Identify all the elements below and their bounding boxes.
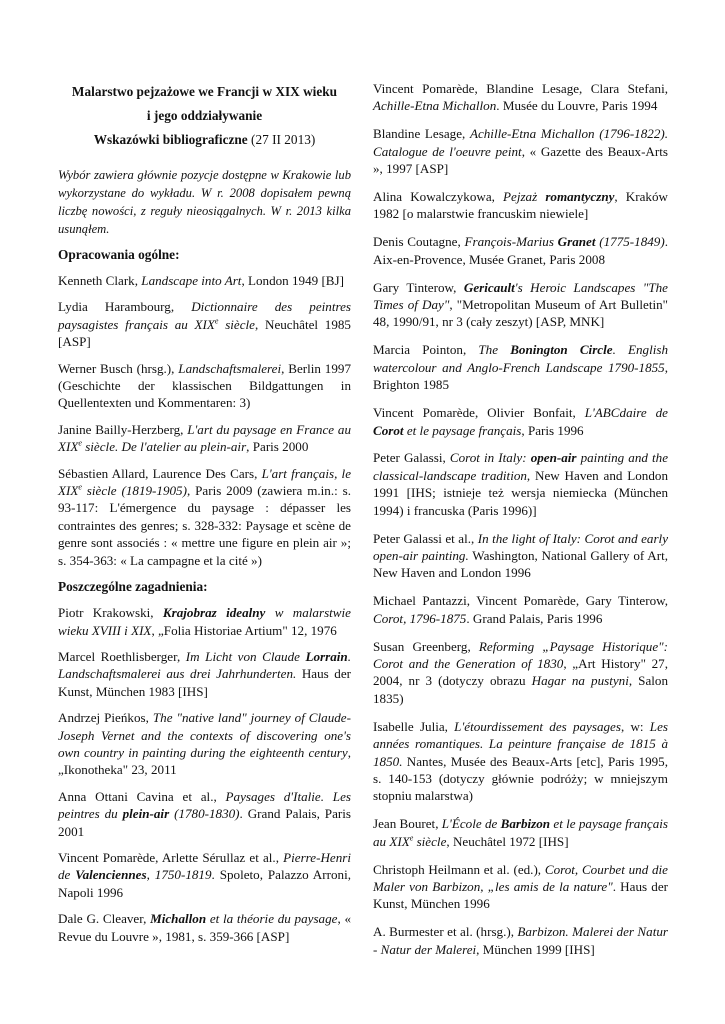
entry-text: Peter Galassi et al.,: [373, 530, 478, 546]
entry-text: Achille-Etna Michallon: [373, 98, 497, 114]
entry-text: Denis Coutagne,: [373, 234, 465, 250]
bibliography-entry: [58, 465, 351, 569]
entry-text: Pejzaż: [503, 189, 546, 205]
entry-text: Sébastien Allard, Laurence Des Cars,: [58, 465, 262, 481]
entry-text: 's Heroic Landscapes "The Times of Day": [373, 279, 668, 313]
bibliography-entry: [373, 188, 668, 223]
entry-text: Krajobraz idealny: [162, 605, 266, 621]
entry-text: , 1750-1819: [146, 867, 212, 883]
entry-text: siècle. De l'atelier au plein-air: [81, 439, 247, 455]
entry-text: . Grand Palais, Paris 2001: [58, 806, 351, 839]
entry-text: Susan Greenberg,: [373, 638, 479, 654]
entry-text: L'art français, le XIX: [58, 465, 352, 499]
entry-text: L'art du paysage en France au XIX: [58, 421, 351, 455]
entry-text: Bonington Circle: [510, 342, 613, 358]
entry-text: François-Marius: [464, 234, 558, 250]
bibliography-entry: [373, 449, 668, 519]
entry-text: Landschaftsmalerei: [178, 360, 282, 376]
entry-text: , Salon 1835): [373, 673, 668, 706]
entry-text: The: [478, 342, 511, 358]
entry-text: Vincent Pomarède, Arlette Sérullaz et al.,: [58, 849, 284, 865]
entry-text: et le paysage français au XIX: [373, 816, 668, 849]
entry-text: Washington, National Gallery of Art, New Haven and London 1996: [373, 547, 668, 581]
date: (27 II 2013): [251, 132, 316, 147]
entry-text: Vincent Pomarède, Olivier Bonfait,: [373, 405, 585, 421]
entry-text: Werner Busch (hrsg.),: [58, 360, 179, 376]
title-line-3: [58, 128, 351, 152]
entry-text: Kenneth Clark,: [58, 273, 142, 288]
entry-text: L'étourdissement des paysages: [454, 718, 621, 734]
entry-text: siècle: [413, 833, 447, 849]
entry-text: , Brighton 1985: [373, 359, 668, 393]
bibliography-entry: [373, 638, 668, 708]
bibliography-entry: [373, 923, 668, 958]
entry-text: , „Ikonotheka" 23, 2011: [58, 744, 351, 778]
bibliography-entry: [58, 709, 351, 779]
entry-text: In the light of Italy: Corot and early open-air painting.: [373, 530, 669, 563]
bibliography-entry: [58, 298, 351, 350]
entry-text: Piotr Krakowski,: [58, 605, 163, 621]
entry-text: , Paris 1996: [521, 422, 584, 438]
bibliography-entry: [58, 788, 351, 840]
entry-text: Gary Tinterow,: [373, 279, 464, 295]
entry-text: Landscape into Art: [141, 273, 242, 288]
entry-text: plein-air: [122, 806, 170, 822]
entry-text: , Neuchâtel 1985 [ASP]: [58, 316, 351, 350]
entry-text: , „Art History" 27, 2004, nr 3 (dotyczy obrazu: [373, 655, 668, 689]
entry-text: open-air: [530, 450, 577, 466]
entry-text: e: [214, 316, 219, 326]
entry-text: The "native land" journey of Claude-Joseph Vernet and the contexts of discovering one's own country in painting during the eighteenth century: [58, 710, 351, 760]
entry-text: . Aix-en-Provence, Musée Granet, Paris 2008: [373, 234, 668, 267]
entry-text: Corot, 1796-1875: [373, 610, 467, 626]
entry-text: , w:: [620, 718, 650, 734]
entry-text: Pierre-Henri de: [58, 849, 351, 883]
bibliography-entry: [58, 360, 351, 412]
entry-text: Marcia Pointon,: [373, 342, 479, 358]
bibliography-entry: [373, 279, 668, 331]
entry-text: e: [78, 482, 82, 492]
entry-text: , London 1949 [BJ]: [241, 273, 345, 288]
entry-text: . Grand Palais, Paris 1996: [466, 610, 603, 626]
right-column: [373, 80, 668, 969]
entry-text: Gericault: [463, 279, 515, 295]
entry-text: . English watercolour and Anglo-French Landscape 1790-1855: [373, 342, 668, 375]
bibliography-entry: [58, 604, 351, 639]
entry-text: Janine Bailly-Herzberg,: [58, 421, 188, 437]
entry-text: e: [409, 833, 414, 843]
entry-text: Michallon: [150, 911, 207, 927]
entry-text: , Paris 2000: [246, 439, 309, 455]
bibliography-entry: [373, 861, 668, 913]
entry-text: . Spoleto, Palazzo Arroni, Napoli 1996: [58, 867, 351, 900]
title-line-2: i jego oddziaływanie: [146, 108, 263, 123]
entry-text: et la théorie du paysage: [206, 911, 338, 927]
entry-text: Lorrain: [305, 648, 348, 664]
entry-text: , « Gazette des Beaux-Arts », 1997 [ASP]: [373, 143, 668, 177]
entry-text: Blandine Lesage,: [373, 126, 470, 142]
entry-text: romantyczny: [545, 189, 615, 205]
entry-text: siècle: [218, 316, 255, 332]
entry-text: Dale G. Cleaver,: [58, 911, 151, 927]
section-heading-specific: Poszczególne zagadnienia:: [58, 579, 208, 595]
entry-text: , Paris 2009 (zawiera m.in.: s. 93-117: L'émergence du paysage : dépasser les contraintes des genres; s. 328-332: Paysage et scène de genre sont associés : « mettre une figure en plein air »; s. 354-363: « La campagne et la cité »): [58, 483, 351, 568]
entry-text: , "Metropolitan Museum of Art Bulletin" 48, 1990/91, nr 3 (cały zeszyt) [ASP, MNK]: [373, 297, 668, 330]
entry-text: w malarstwie wieku XVIII i XIX: [58, 605, 351, 638]
entry-text: Isabelle Julia,: [373, 718, 455, 734]
entry-text: Paysages d'Italie. Les peintres du: [58, 788, 351, 822]
bibliography-entry: [373, 592, 668, 627]
entry-text: . Haus der Kunst, München 1996: [373, 878, 668, 912]
entry-text: , München 1999 [IHS]: [476, 941, 595, 957]
entry-text: Im Licht von Claude: [185, 648, 306, 664]
entry-text: , Berlin 1997 (Geschichte der klassischen Bildgattungen in Quellentexten und Kommentaren: 3): [58, 360, 351, 411]
entry-text: Granet: [557, 234, 596, 250]
entry-text: e: [78, 438, 82, 448]
entry-text: , Neuchâtel 1972 [IHS]: [446, 833, 569, 849]
entry-text: Michael Pantazzi, Vincent Pomarède, Gary Tinterow,: [373, 593, 668, 609]
left-column: [58, 80, 351, 954]
entry-text: . Musée du Louvre, Paris 1994: [496, 98, 658, 114]
entry-text: Les années romantiques. La peinture française de 1815 à 1850.: [373, 718, 668, 769]
entry-text: Alina Kowalczykowa,: [373, 189, 504, 205]
entry-text: Andrzej Pieńkos,: [58, 710, 153, 726]
entry-text: Vincent Pomarède, Blandine Lesage, Clara Stefani,: [373, 81, 668, 96]
bibliography-entry: [373, 341, 668, 393]
bibliography-entry: [373, 530, 668, 582]
entry-text: A. Burmester et al. (hrsg.),: [373, 924, 518, 940]
entry-text: Marcel Roethlisberger,: [58, 648, 186, 664]
entry-text: Anna Ottani Cavina et al.,: [58, 788, 226, 804]
entry-text: Nantes, Musée des Beaux-Arts [etc], Paris 1995, s. 140-153 (dotyczy głównie podróży; w mniejszym stopniu malarstwa): [373, 753, 668, 804]
entry-text: siècle (1819-1905): [81, 483, 187, 499]
entry-text: Lydia Harambourg,: [58, 299, 192, 315]
subtitle: Wskazówki bibliograficzne: [93, 132, 248, 147]
bibliography-entry: [373, 233, 668, 268]
general-references-list: [58, 272, 351, 569]
entry-text: Peter Galassi,: [373, 450, 450, 466]
entry-text: Corot: [373, 422, 404, 438]
entry-text: Corot, Courbet und die Maler von Barbizon, „les amis de la nature": [373, 861, 668, 894]
specific-references-list-continued: [373, 80, 668, 958]
title-line-1: Malarstwo pejzażowe we Francji w XIX wieku: [71, 84, 338, 99]
entry-text: Haus der Kunst, München 1983 [IHS]: [58, 666, 351, 699]
entry-text: , Kraków 1982 [o malarstwie francuskim niewiele]: [373, 189, 668, 222]
entry-text: (1780-1830): [169, 806, 240, 822]
entry-text: Dictionnaire des peintres paysagistes français au XIX: [58, 299, 351, 332]
bibliography-entry: [58, 272, 351, 289]
bibliography-entry: [58, 648, 351, 700]
intro-note: Wybór zawiera głównie pozycje dostępne w Krakowie lub wykorzystane do wykładu. W r. 2008 dopisałem pewną liczbę nowości, z reguły nieosiągalnych. W r. 2013 kilka usunąłem.: [58, 168, 351, 236]
entry-text: Jean Bouret,: [373, 816, 442, 832]
entry-text: , „Folia Historiae Artium" 12, 1976: [151, 622, 337, 638]
entry-text: Corot in Italy:: [449, 450, 531, 466]
entry-text: L'ABCdaire de: [584, 405, 668, 421]
entry-text: Achille-Etna Michallon (1796-1822). Catalogue de l'oeuvre peint: [373, 126, 668, 159]
entry-text: et le paysage français: [403, 422, 522, 438]
specific-references-list: [58, 604, 351, 945]
entry-text: Barbizon: [500, 816, 551, 832]
entry-text: painting and the classical-landscape tradition: [373, 450, 668, 483]
bibliography-entry: [373, 80, 668, 115]
entry-text: Hagar na pustyni: [531, 673, 629, 689]
entry-text: , « Revue du Louvre », 1981, s. 359-366 [ASP]: [58, 911, 351, 944]
entry-text: Barbizon. Malerei der Natur - Natur der Malerei: [373, 924, 668, 957]
bibliography-entry: [373, 404, 668, 439]
bibliography-entry: [373, 718, 668, 805]
entry-text: Valenciennes: [75, 867, 147, 883]
section-heading-general: Opracowania ogólne:: [58, 247, 180, 262]
entry-text: Christoph Heilmann et al. (ed.),: [373, 861, 545, 877]
bibliography-entry: [373, 815, 668, 850]
entry-text: . Landschaftsmalerei aus drei Jahrhunderten.: [58, 648, 351, 682]
entry-text: Reforming „Paysage Historique": Corot and the Generation of 1830: [373, 638, 668, 671]
entry-text: (1775-1849): [595, 234, 665, 250]
bibliography-entry: [58, 849, 351, 901]
entry-text: L'École de: [441, 816, 501, 832]
entry-text: , New Haven and London 1991 [IHS; istnieje też wersja niemiecka (München 1994) i francuska (Paris 1996)]: [373, 467, 668, 518]
bibliography-entry: [58, 910, 351, 945]
bibliography-entry: [373, 125, 668, 177]
bibliography-entry: [58, 421, 351, 456]
